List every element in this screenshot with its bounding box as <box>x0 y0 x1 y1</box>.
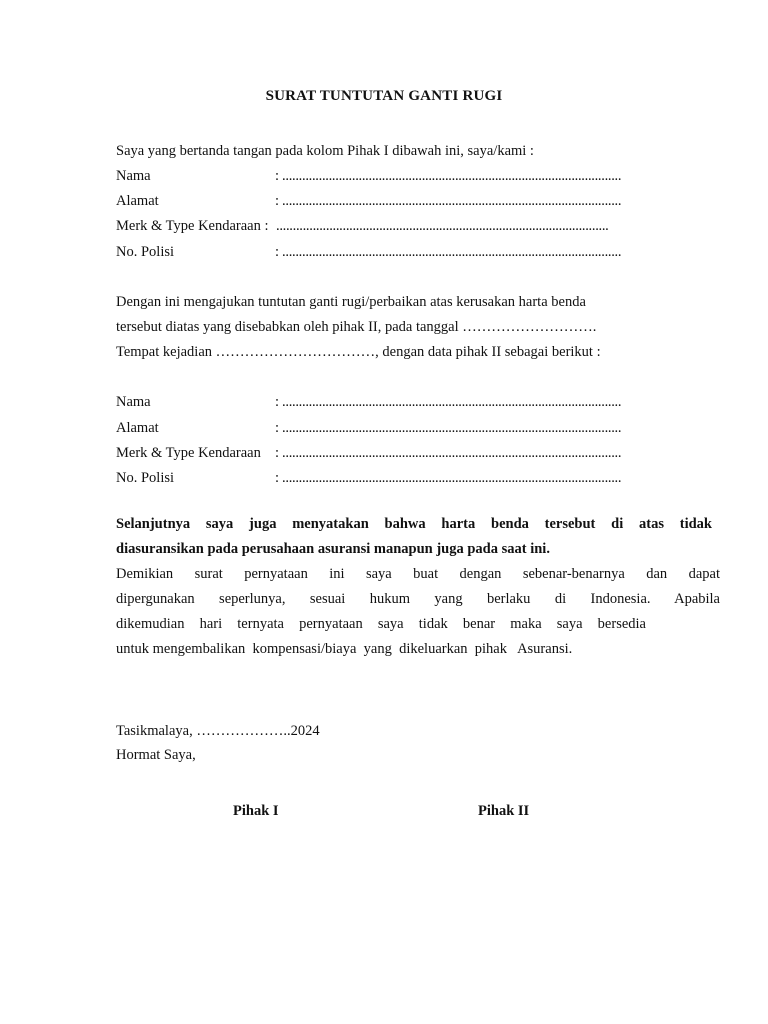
pihak2-field-nama <box>116 393 656 411</box>
field-label: Alamat <box>116 193 159 209</box>
statement-line: diasuransikan pada perusahaan asuransi manapun juga pada saat ini. <box>116 541 550 557</box>
pihak1-field-polisi <box>116 243 656 261</box>
field-value: : ...................................................................................................... <box>275 193 622 209</box>
pihak2-field-kendaraan <box>116 444 656 462</box>
pihak1-field-alamat <box>116 192 656 210</box>
document-title: SURAT TUNTUTAN GANTI RUGI <box>265 88 503 104</box>
closing-line: dipergunakan seperlunya, sesuai hukum yang berlaku di Indonesia. Apabila <box>116 591 720 607</box>
closing-line: untuk mengembalikan kompensasi/biaya yang dikeluarkan pihak Asuransi. <box>116 641 573 657</box>
field-label: Alamat <box>116 420 159 436</box>
paragraph1-line: tersebut diatas yang disebabkan oleh pihak II, pada tanggal ………………………. <box>116 319 597 335</box>
field-value: .................................................................................................... <box>276 218 609 234</box>
pihak2-field-alamat <box>116 419 656 437</box>
pihak1-field-nama <box>116 167 656 185</box>
signature-pihak2: Pihak II <box>478 803 530 819</box>
signature-pihak1: Pihak I <box>233 803 279 819</box>
field-value: : ...................................................................................................... <box>275 445 622 461</box>
closing-line: dikemudian hari ternyata pernyataan saya tidak benar maka saya bersedia <box>116 616 646 632</box>
place-date: Tasikmalaya, ………………..2024 <box>116 723 320 739</box>
field-value: : ...................................................................................................... <box>275 244 622 260</box>
field-label: Nama <box>116 394 151 410</box>
regards-text: Hormat Saya, <box>116 747 196 763</box>
field-label: Nama <box>116 168 151 184</box>
field-label: Merk & Type Kendaraan <box>116 445 261 461</box>
field-label: No. Polisi <box>116 244 175 260</box>
field-value: : ...................................................................................................... <box>275 168 622 184</box>
field-label: No. Polisi <box>116 470 175 486</box>
field-value: : ...................................................................................................... <box>275 470 622 486</box>
pihak1-field-kendaraan <box>116 217 656 235</box>
field-value: : ...................................................................................................... <box>275 394 622 410</box>
paragraph1-line: Dengan ini mengajukan tuntutan ganti rugi/perbaikan atas kerusakan harta benda <box>116 294 586 310</box>
paragraph1-line: Tempat kejadian ……………………………, dengan data pihak II sebagai berikut : <box>116 344 601 360</box>
field-value: : ...................................................................................................... <box>275 420 622 436</box>
statement-line: Selanjutnya saya juga menyatakan bahwa harta benda tersebut di atas tidak <box>116 516 712 532</box>
intro-text: Saya yang bertanda tangan pada kolom Pihak I dibawah ini, saya/kami : <box>116 143 534 159</box>
pihak2-field-polisi <box>116 469 656 487</box>
field-label: Merk & Type Kendaraan : <box>116 218 269 234</box>
closing-line: Demikian surat pernyataan ini saya buat dengan sebenar-benarnya dan dapat <box>116 566 720 582</box>
